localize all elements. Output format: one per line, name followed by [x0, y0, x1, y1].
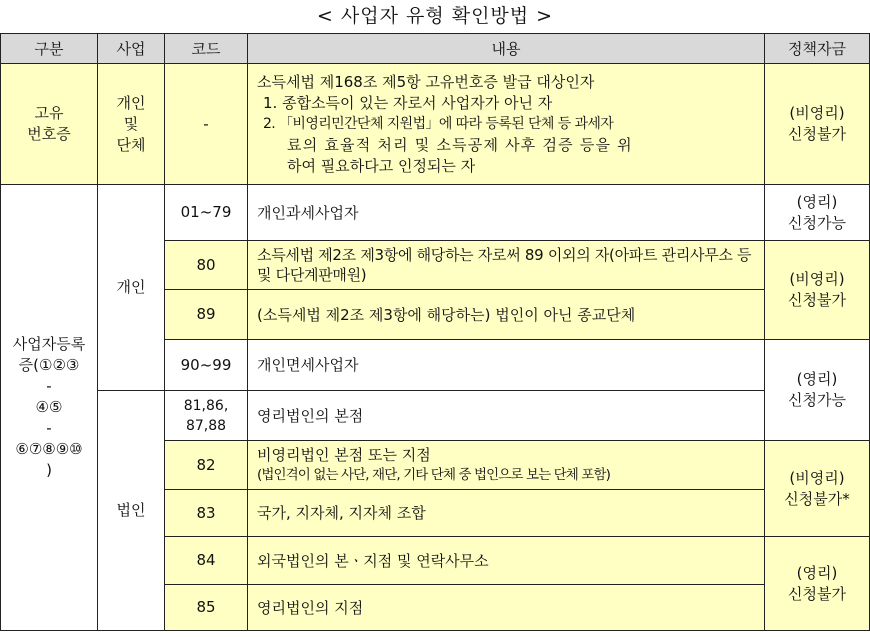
content-cell: 개인면세사업자 [248, 340, 765, 391]
content-line: 료의 효율적 처리 및 소득공제 사후 검증 등을 위 [287, 135, 633, 154]
table-row [1, 391, 870, 441]
gubun-registration: 사업자등록 증(①②③ - ④⑤ - ⑥⑦⑧⑨⑩ ) [1, 185, 98, 631]
policy-cell: (영리) 신청가능 [765, 340, 870, 441]
table-row [1, 185, 870, 241]
content-sub: (법인격이 없는 사단, 재단, 기타 단체 중 법인으로 보는 단체 포함) [257, 467, 610, 483]
header-policy: 정책자금 [765, 34, 870, 64]
content-line: 2. 「비영리민간단체 지원법」에 따라 등록된 단체 등 과세자 [263, 115, 614, 132]
content-unique [248, 64, 765, 185]
content-line: 소득세법 제168조 제5항 고유번호증 발급 대상인자 [257, 72, 595, 91]
header-row [1, 34, 870, 64]
business-individual: 개인 [98, 185, 165, 391]
content-cell: 영리법인의 본점 [248, 391, 765, 441]
code-cell: 90~99 [165, 340, 248, 391]
business-type-table [0, 33, 870, 631]
code-cell: 85 [165, 585, 248, 631]
header-business: 사업 [98, 34, 165, 64]
content-line: 1. 종합소득이 있는 자로서 사업자가 아닌 자 [263, 93, 553, 112]
content-cell: 영리법인의 지점 [248, 585, 765, 631]
header-code: 코드 [165, 34, 248, 64]
row-unique-number [1, 64, 870, 185]
business-corporate: 법인 [98, 391, 165, 631]
header-gubun: 구분 [1, 34, 98, 64]
code-cell: 81,86, 87,88 [165, 391, 248, 441]
page-title: < 사업자 유형 확인방법 > [316, 5, 554, 27]
policy-cell: (비영리) 신청불가* [765, 441, 870, 537]
policy-cell: (영리) 신청불가 [765, 537, 870, 631]
policy-cell: (비영리) 신청불가 [765, 241, 870, 340]
content-line: 하여 필요하다고 인정되는 자 [287, 156, 476, 175]
content-cell: (소득세법 제2조 제3항에 해당하는) 법인이 아닌 종교단체 [248, 290, 765, 340]
policy-cell: (영리) 신청가능 [765, 185, 870, 241]
code-cell: 82 [165, 441, 248, 490]
content-cell [248, 441, 765, 490]
code-cell: 83 [165, 490, 248, 537]
code-cell: 01~79 [165, 185, 248, 241]
gubun-unique: 고유 번호증 [1, 64, 98, 185]
code-cell: 84 [165, 537, 248, 585]
business-unique: 개인 및 단체 [98, 64, 165, 185]
content-cell: 소득세법 제2조 제3항에 해당하는 자로써 89 이외의 자(아파트 관리사무소 등 및 다단계판매원) [248, 241, 765, 290]
content-main: 비영리법인 본점 또는 지점 [257, 446, 431, 464]
content-cell: 외국법인의 본ㆍ지점 및 연락사무소 [248, 537, 765, 585]
content-cell: 개인과세사업자 [248, 185, 765, 241]
content-cell: 국가, 지자체, 지자체 조합 [248, 490, 765, 537]
code-cell: 89 [165, 290, 248, 340]
code-unique: - [165, 64, 248, 185]
policy-unique: (비영리) 신청불가 [765, 64, 870, 185]
code-cell: 80 [165, 241, 248, 290]
header-content: 내용 [248, 34, 765, 64]
